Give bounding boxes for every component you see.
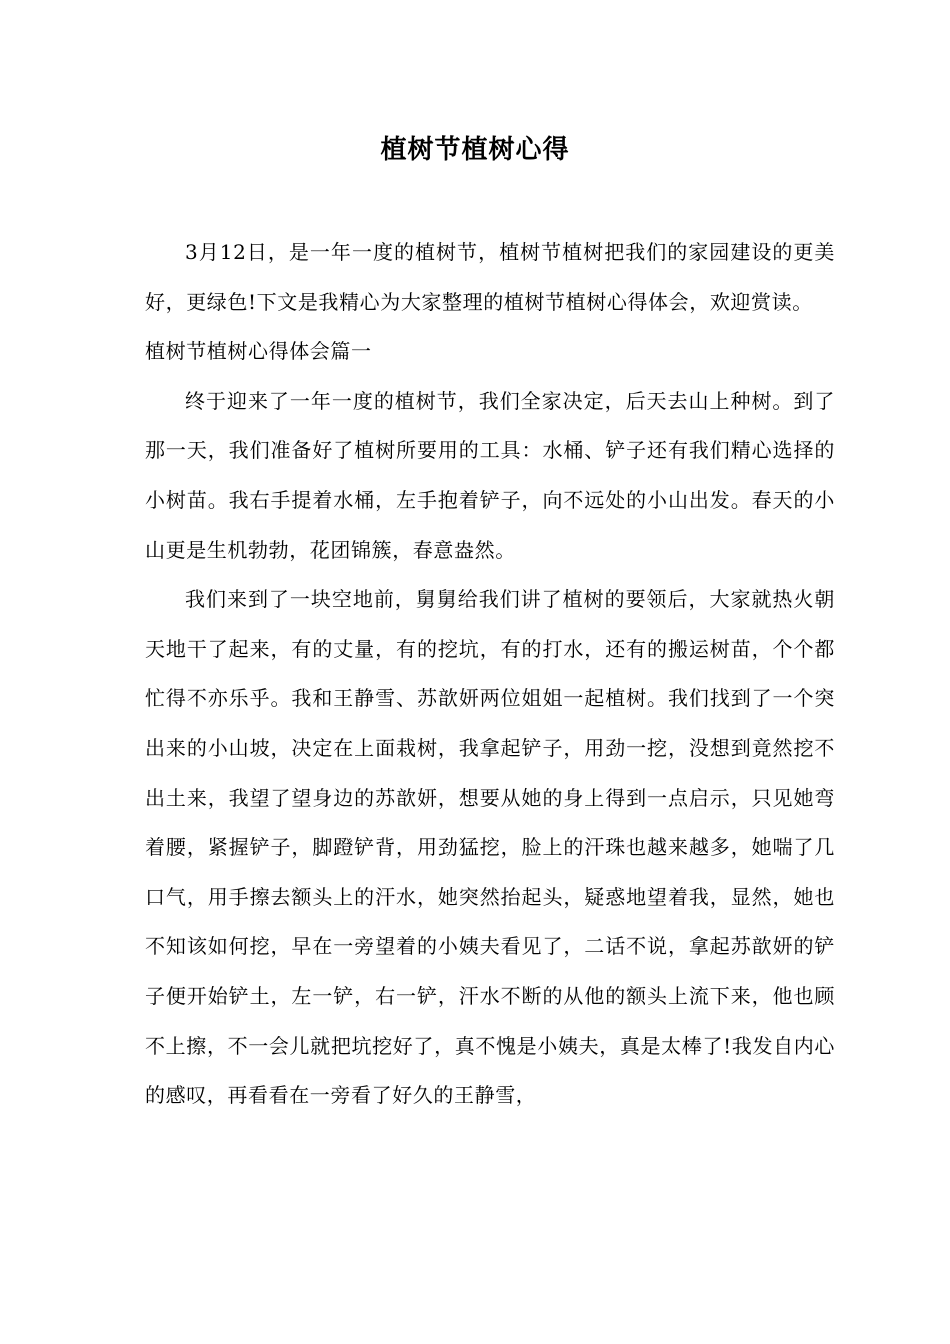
body-paragraph: 终于迎来了一年一度的植树节，我们全家决定，后天去山上种树。到了那一天，我们准备好了植树所要用的工具：水桶、铲子还有我们精心选择的小树苗。我右手提着水桶，左手抱着铲子，向不远处的小山出发。春天的小山更是生机勃勃，花团锦簇，春意盎然。	[145, 388, 835, 562]
body-paragraph: 我们来到了一块空地前，舅舅给我们讲了植树的要领后，大家就热火朝天地干了起来，有的丈量，有的挖坑，有的打水，还有的搬运树苗，个个都忙得不亦乐乎。我和王静雪、苏歆妍两位姐姐一起植树。我们找到了一个突出来的小山坡，决定在上面栽树，我拿起铲子，用劲一挖，没想到竟然挖不出土来，我望了望身边的苏歆妍，想要从她的身上得到一点启示，只见她弯着腰，紧握铲子，脚蹬铲背，用劲猛挖，脸上的汗珠也越来越多，她喘了几口气，用手擦去额头上的汗水，她突然抬起头，疑惑地望着我，显然，她也不知该如何挖，早在一旁望着的小姨夫看见了，二话不说，拿起苏歆妍的铲子便开始铲土，左一铲，右一铲，汗水不断的从他的额头上流下来，他也顾不上擦，不一会儿就把坑挖好了，真不愧是小姨夫，真是太棒了!我发自内心的感叹，再看看在一旁看了好久的王静雪，	[145, 587, 835, 1108]
intro-paragraph: 3月12日，是一年一度的植树节，植树节植树把我们的家园建设的更美好，更绿色!下文是我精心为大家整理的植树节植树心得体会，欢迎赏读。	[145, 240, 835, 314]
section-heading: 植树节植树心得体会篇一	[145, 339, 372, 364]
document-title: 植树节植树心得	[380, 135, 570, 165]
document-body	[145, 228, 835, 1121]
